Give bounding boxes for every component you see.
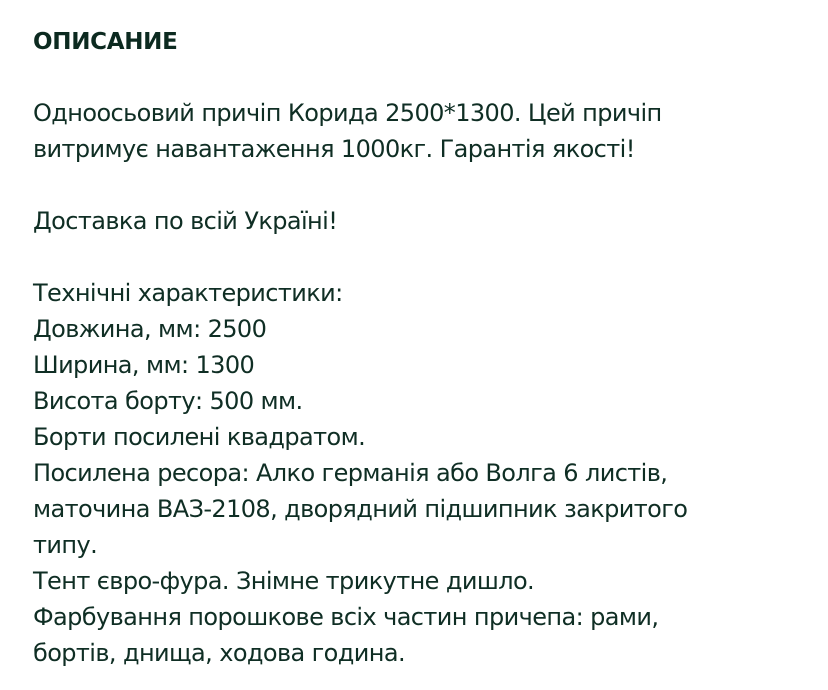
- spec-line-hub: маточина ВАЗ-2108, дворядний підшипник закритого: [33, 495, 688, 523]
- intro-paragraph: [33, 95, 798, 167]
- spec-line-type: типу.: [33, 531, 98, 559]
- delivery-line: Доставка по всій Україні!: [33, 207, 338, 235]
- specs-paragraph: [33, 275, 798, 671]
- section-heading: ОПИСАНИЕ: [33, 29, 178, 55]
- spec-line-length: Довжина, мм: 2500: [33, 315, 267, 343]
- spec-line-tent: Тент євро-фура. Знімне трикутне дишло.: [33, 567, 535, 595]
- spec-line-painting-cont: бортів, днища, ходова година.: [33, 639, 405, 667]
- paragraph-gap: [33, 167, 798, 203]
- spec-line-width: Ширина, мм: 1300: [33, 351, 255, 379]
- paragraph-gap: [33, 239, 798, 275]
- specs-title: Технічні характеристики:: [33, 279, 343, 307]
- spec-line-sides: Борти посилені квадратом.: [33, 423, 366, 451]
- intro-line: Одноосьовий причіп Корида 2500*1300. Цей причіп: [33, 99, 662, 127]
- spec-line-spring: Посилена ресора: Алко германія або Волга 6 листів,: [33, 459, 668, 487]
- delivery-paragraph: [33, 203, 798, 239]
- spec-line-side-height: Висота борту: 500 мм.: [33, 387, 303, 415]
- intro-line: витримує навантаження 1000кг. Гарантія якості!: [33, 135, 635, 163]
- spec-line-painting: Фарбування порошкове всіх частин причепа: рами,: [33, 603, 659, 631]
